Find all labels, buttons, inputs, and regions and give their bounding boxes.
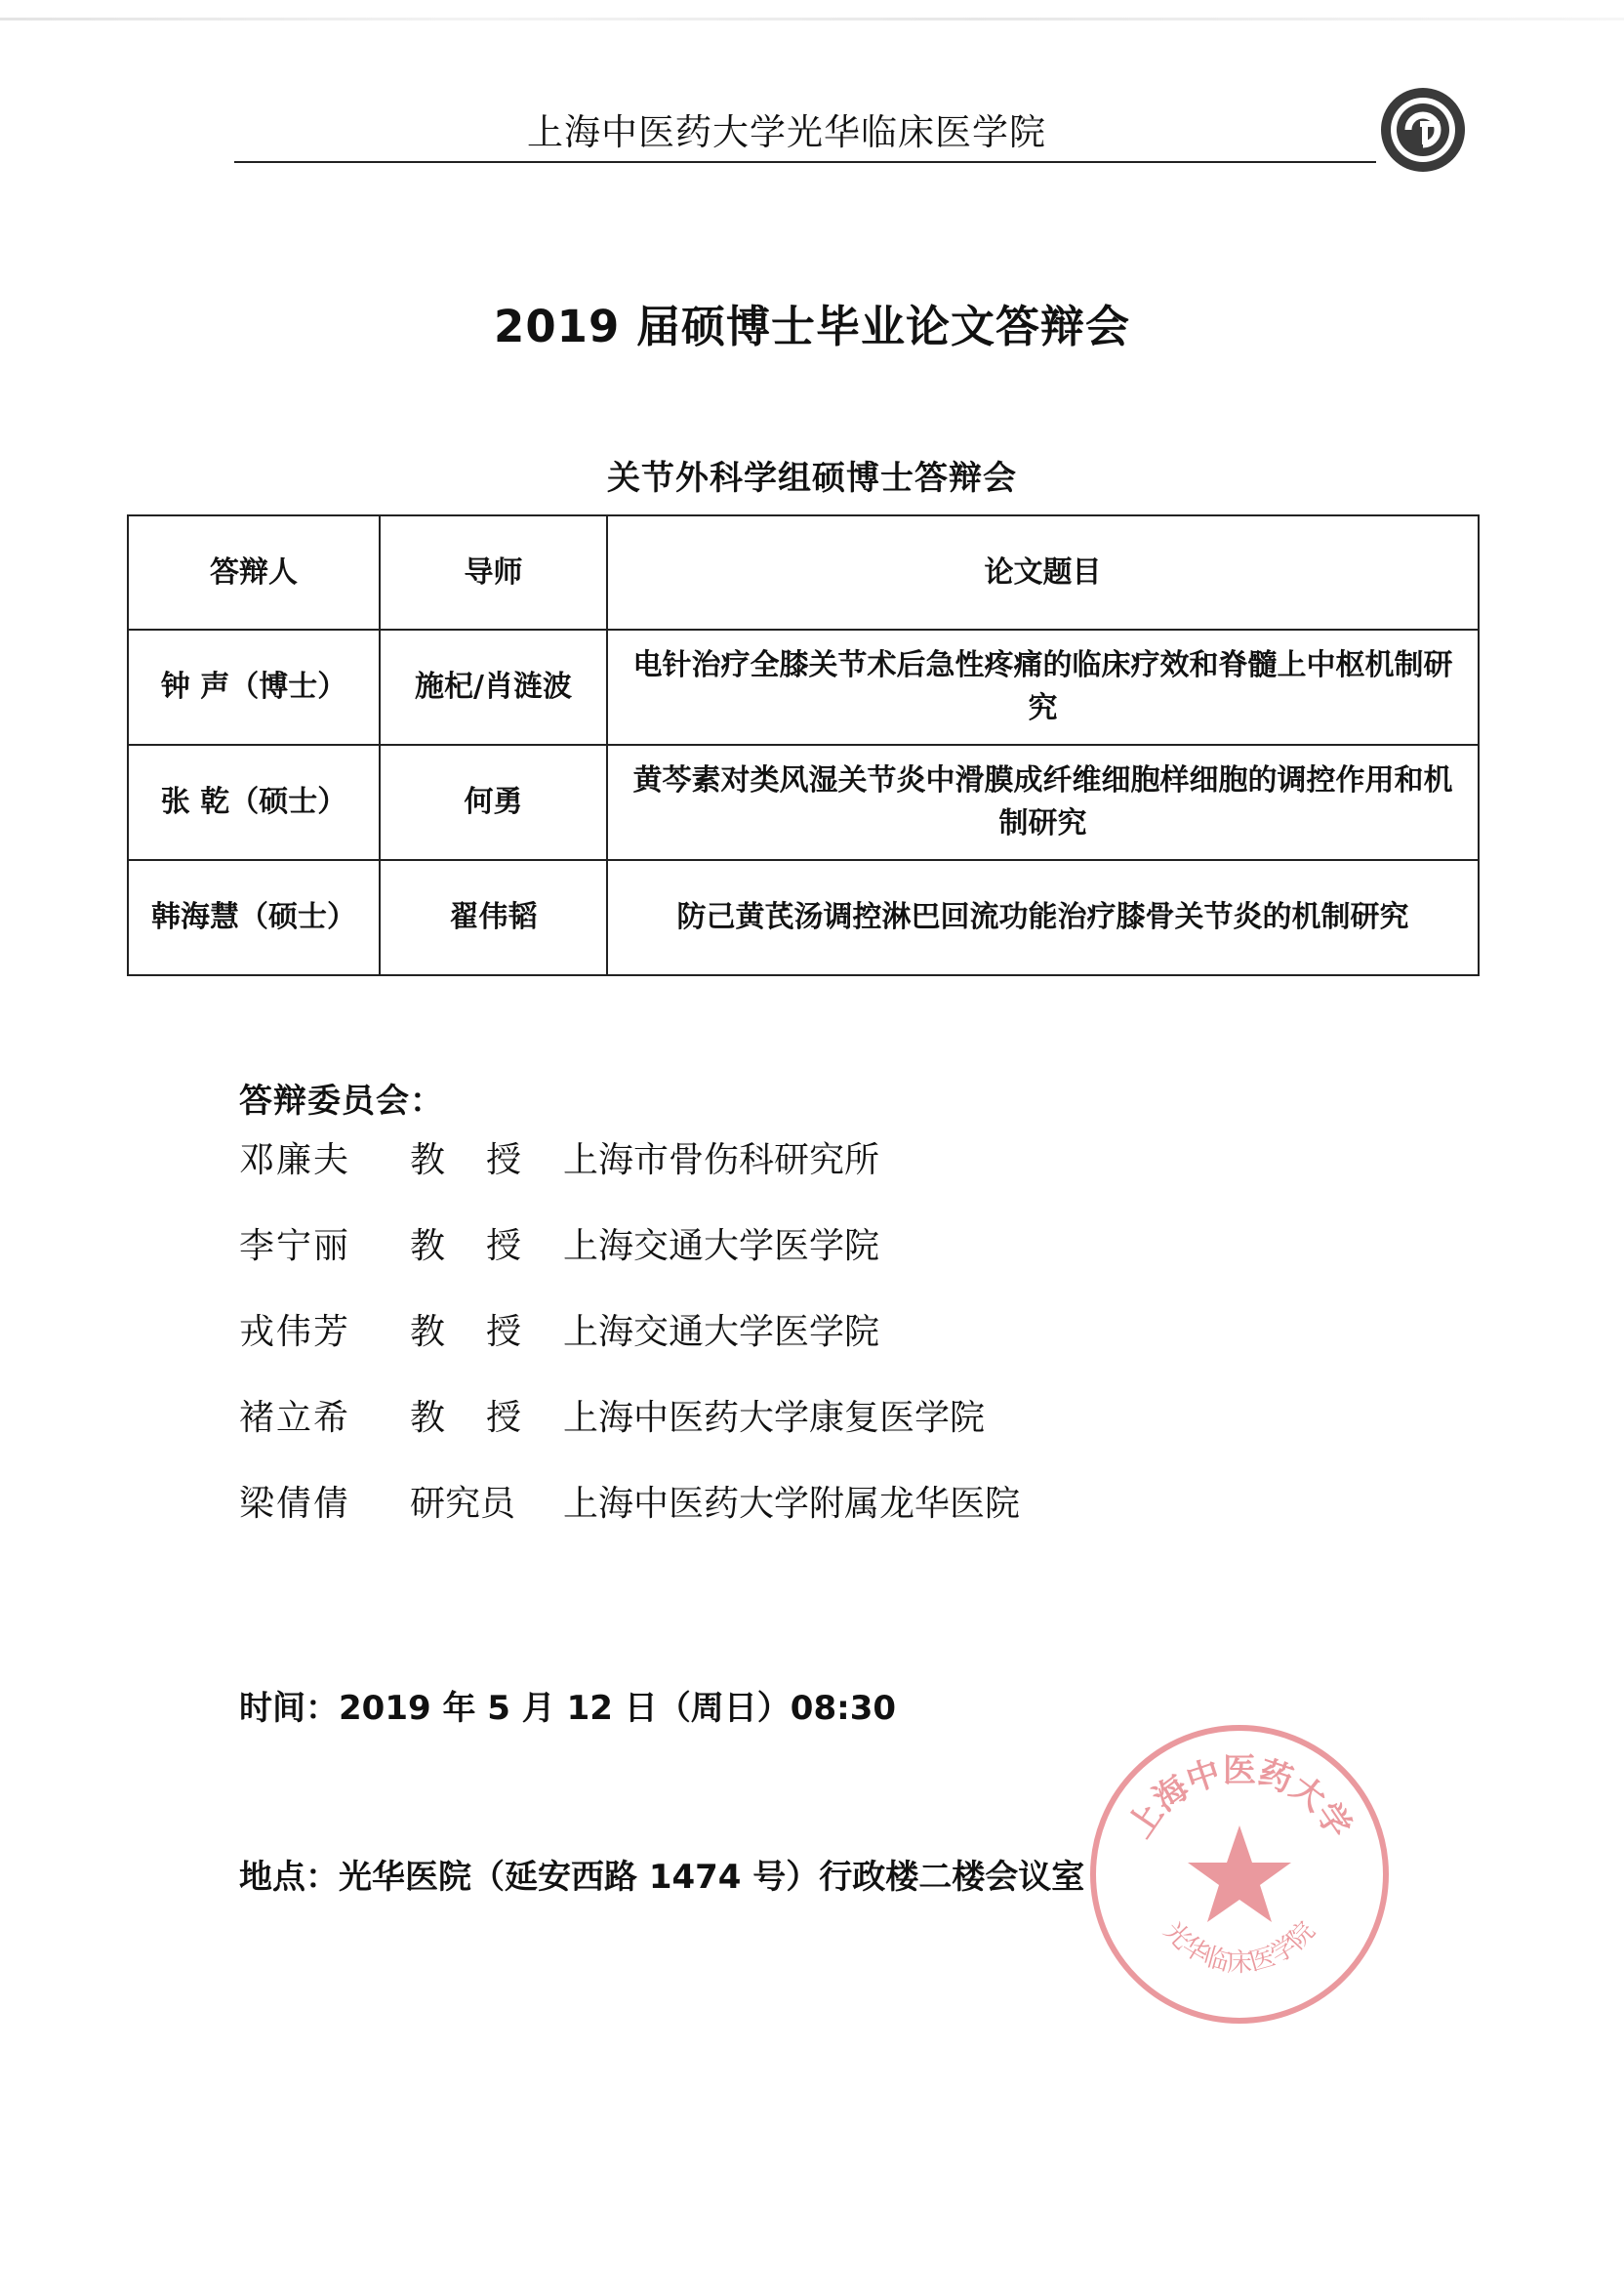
member-title: 研究员 — [410, 1484, 516, 1524]
member-institution: 上海交通大学医学院 — [563, 1226, 880, 1266]
member-institution: 上海中医药大学附属龙华医院 — [563, 1484, 1021, 1524]
thesis-cell: 黄芩素对类风湿关节炎中滑膜成纤维细胞样细胞的调控作用和机制研究 — [607, 745, 1479, 860]
committee-member — [239, 1390, 986, 1476]
advisor-cell: 翟伟韬 — [380, 860, 607, 975]
table-row — [128, 860, 1479, 975]
member-institution: 上海交通大学医学院 — [563, 1312, 880, 1352]
thesis-table — [127, 514, 1480, 976]
committee-member — [239, 1476, 1021, 1562]
committee-section — [239, 1074, 1021, 1562]
meeting-time: 时间：2019 年 5 月 12 日（周日）08:30 — [239, 1689, 897, 1728]
candidate-cell: 钟 声（博士） — [128, 630, 380, 745]
member-institution: 上海中医药大学康复医学院 — [563, 1398, 986, 1438]
committee-member — [239, 1132, 880, 1218]
committee-member — [239, 1304, 880, 1390]
member-name: 李宁丽 — [239, 1226, 351, 1266]
header-institution: 上海中医药大学光华临床医学院 — [527, 111, 1046, 153]
member-institution: 上海市骨伤科研究所 — [563, 1140, 880, 1180]
committee-heading: 答辩委员会： — [239, 1082, 444, 1121]
member-name: 褚立希 — [239, 1398, 351, 1438]
member-name: 邓廉夫 — [239, 1140, 351, 1180]
header-rule — [234, 161, 1376, 163]
committee-member — [239, 1218, 880, 1304]
table-header-row — [128, 515, 1479, 630]
column-header-thesis: 论文题目 — [607, 515, 1479, 630]
thesis-cell: 电针治疗全膝关节术后急性疼痛的临床疗效和脊髓上中枢机制研究 — [607, 630, 1479, 745]
document-title: 2019 届硕博士毕业论文答辩会 — [494, 301, 1130, 352]
member-title: 教授 — [410, 1140, 563, 1180]
column-header-advisor: 导师 — [380, 515, 607, 630]
meeting-place: 地点：光华医院（延安西路 1474 号）行政楼二楼会议室 — [239, 1858, 1085, 1897]
column-header-candidate: 答辩人 — [128, 515, 380, 630]
member-title: 教授 — [410, 1312, 563, 1352]
svg-text:光华临床医学院: 光华临床医学院 — [1157, 1916, 1321, 1978]
hospital-logo-icon — [1379, 86, 1467, 174]
thesis-cell: 防己黄芪汤调控淋巴回流功能治疗膝骨关节炎的机制研究 — [607, 860, 1479, 975]
table-row — [128, 745, 1479, 860]
section-title: 关节外科学组硕博士答辩会 — [607, 459, 1017, 498]
official-seal-icon — [1083, 1718, 1396, 2030]
candidate-cell: 韩海慧（硕士） — [128, 860, 380, 975]
member-title: 教授 — [410, 1226, 563, 1266]
member-name: 梁倩倩 — [239, 1484, 351, 1524]
member-title: 教授 — [410, 1398, 563, 1438]
advisor-cell: 施杞/肖涟波 — [380, 630, 607, 745]
scan-artifact — [0, 18, 1624, 20]
table-row — [128, 630, 1479, 745]
advisor-cell: 何勇 — [380, 745, 607, 860]
candidate-cell: 张 乾（硕士） — [128, 745, 380, 860]
member-name: 戎伟芳 — [239, 1312, 351, 1352]
svg-text:上海中医药大学: 上海中医药大学 — [1120, 1751, 1359, 1845]
